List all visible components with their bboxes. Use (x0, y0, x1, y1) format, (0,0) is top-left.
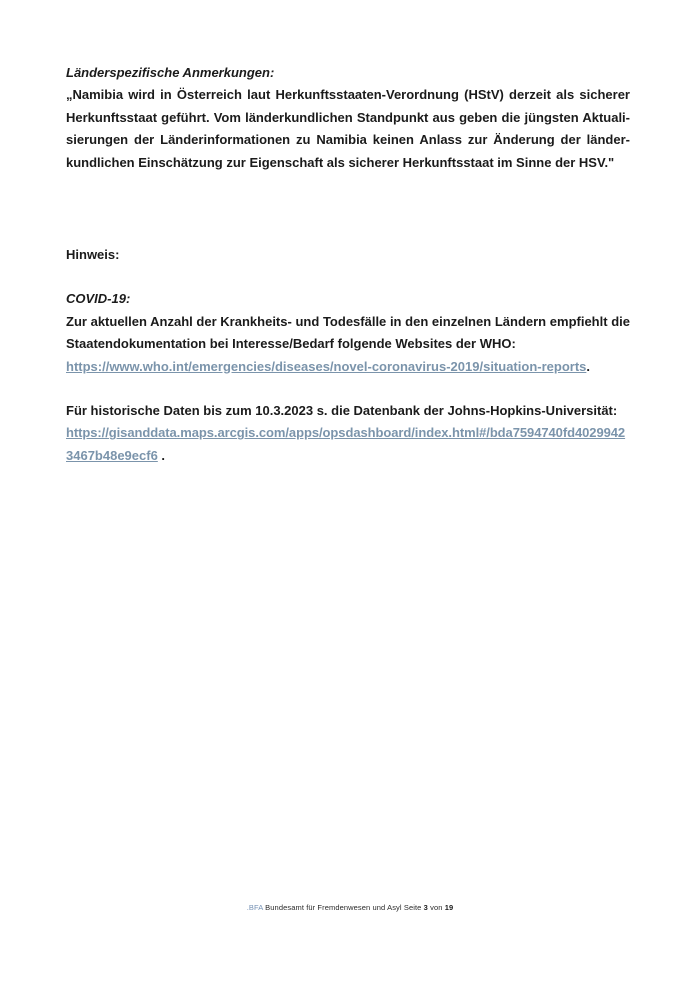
footer-von-label: von (430, 903, 443, 912)
footer-seite-label: Seite (403, 903, 422, 912)
covid-paragraph-line: Zur aktuellen Anzahl der Krankheits- und Todesfälle in den einzelnen Ländern empfiehlt die (66, 313, 630, 329)
footer-page-total: 19 (444, 903, 454, 912)
who-situation-reports-link[interactable]: https://www.who.int/emergencies/diseases/novel-coronavirus-2019/situation-reports (66, 358, 587, 374)
johns-hopkins-dashboard-link[interactable]: https://gisanddata.maps.arcgis.com/apps/opsdashboard/index.html#/bda7594740fd4029942 (66, 425, 626, 441)
footer-org-name: Bundesamt für Fremdenwesen und Asyl (265, 903, 402, 912)
who-link-period: . (586, 358, 590, 374)
arcgis-link-line-2 (66, 445, 630, 467)
johns-hopkins-dashboard-link-continued[interactable]: 3467b48e9ecf6 (66, 447, 158, 463)
covid-paragraph-line: Staatendokumentation bei Interesse/Bedarf folgende Websites der WHO: (66, 336, 516, 352)
anmerkungen-paragraph-line: Herkunftsstaat geführt. Vom länderkundlichen Standpunkt aus geben die jüngsten Aktuali- (66, 109, 630, 125)
arcgis-link-period: . (157, 447, 166, 463)
anmerkungen-paragraph-line: „Namibia wird in Österreich laut Herkunftsstaaten-Verordnung (HStV) derzeit als sicherer (66, 87, 630, 103)
page-footer (0, 902, 700, 914)
anmerkungen-paragraph-line: kundlichen Einschätzung zur Eigenschaft als sicherer Herkunftsstaat im Sinne der HSV." (66, 154, 615, 170)
arcgis-link-line-1 (66, 422, 630, 444)
historical-intro: Für historische Daten bis zum 10.3.2023 s. die Datenbank der Johns-Hopkins-Universität: (66, 403, 618, 419)
anmerkungen-paragraph-line: sierungen der Länderinformationen zu Namibia keinen Anlass zur Änderung der länder- (66, 132, 630, 148)
anmerkungen-heading: Länderspezifische Anmerkungen: (66, 65, 275, 80)
bfa-logo: .BFA (246, 903, 263, 912)
document-content (66, 0, 630, 467)
who-link-line (66, 356, 630, 378)
footer-page-number: 3 (423, 903, 428, 912)
covid-heading: COVID-19: (66, 291, 131, 307)
hinweis-heading: Hinweis: (66, 247, 120, 263)
